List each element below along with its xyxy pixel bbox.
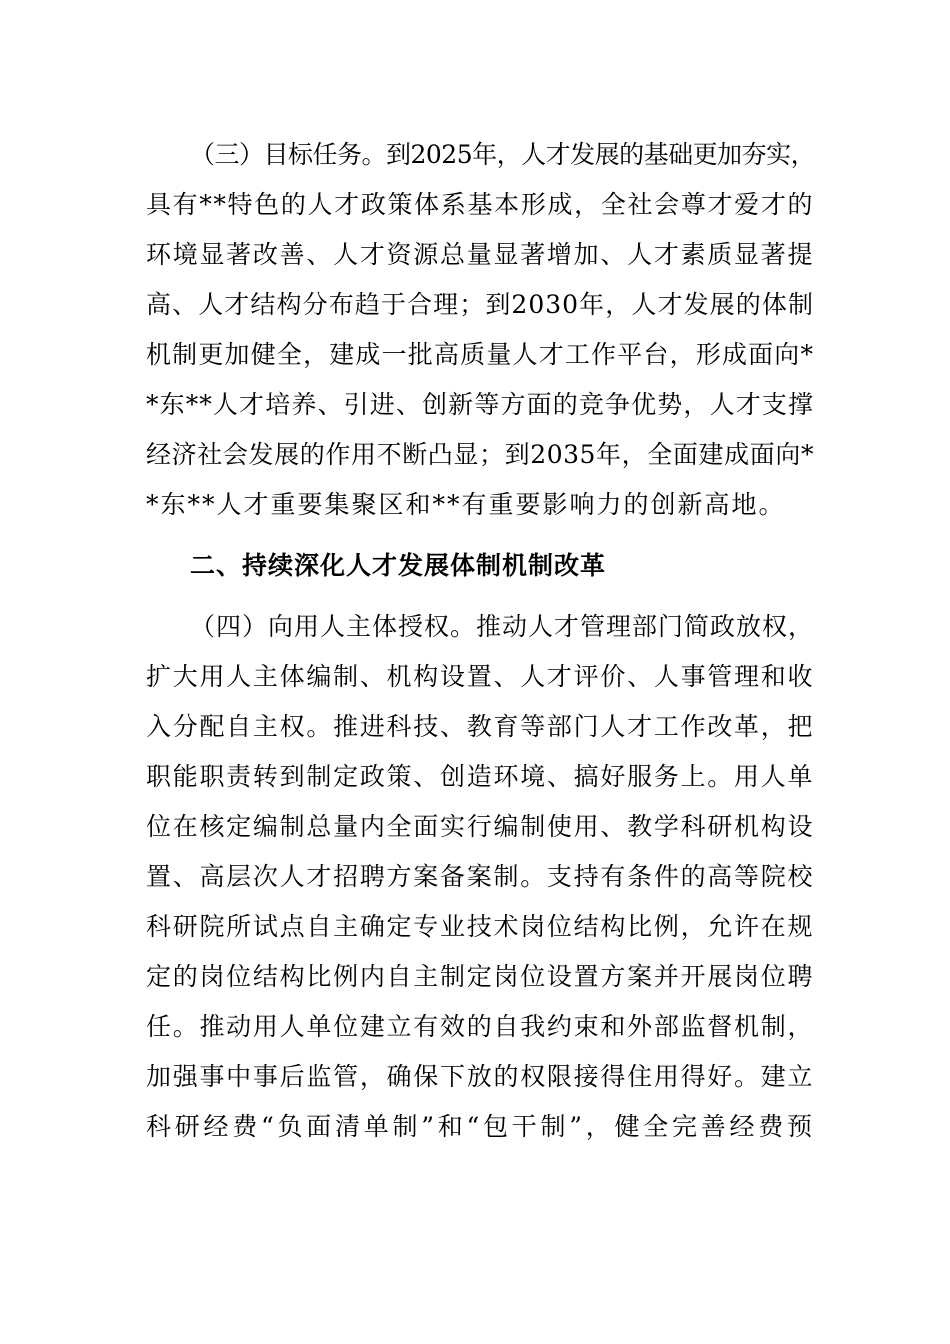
paragraph-line: 高、人才结构分布趋于合理；到2030年，人才发展的体制 [146,290,814,319]
paragraph-empower-employers [146,602,814,1152]
document-body [146,130,814,1152]
paragraph-line: 科研院所试点自主确定专业技术岗位结构比例，允许在规 [146,912,814,941]
paragraph-line: 机制更加健全，建成一批高质量人才工作平台，形成面向* [146,340,814,369]
paragraph-line: 置、高层次人才招聘方案备案制。支持有条件的高等院校 [146,862,814,891]
paragraph-line: （三）目标任务。到2025年，人才发展的基础更加夯实， [190,140,816,169]
paragraph-line: （四）向用人主体授权。推动人才管理部门简政放权， [190,612,815,641]
section-heading: 二、持续深化人才发展体制机制改革 [190,551,607,580]
paragraph-line: 加强事中事后监管，确保下放的权限接得住用得好。建立 [146,1062,814,1091]
paragraph-line: 经济社会发展的作用不断凸显；到2035年，全面建成面向* [146,440,814,469]
paragraph-objectives [146,130,814,530]
paragraph-line: 扩大用人主体编制、机构设置、人才评价、人事管理和收 [146,662,814,691]
paragraph-line: 任。推动用人单位建立有效的自我约束和外部监督机制， [146,1012,814,1041]
paragraph-line: *东**人才重要集聚区和**有重要影响力的创新高地。 [146,490,786,519]
paragraph-line: 位在核定编制总量内全面实行编制使用、教学科研机构设 [146,812,814,841]
paragraph-line: *东**人才培养、引进、创新等方面的竞争优势，人才支撑 [146,390,814,419]
paragraph-line: 科研经费“负面清单制”和“包干制”，健全完善经费预 [146,1112,814,1141]
paragraph-line: 具有**特色的人才政策体系基本形成，全社会尊才爱才的 [146,190,814,219]
paragraph-line: 职能职责转到制定政策、创造环境、搞好服务上。用人单 [146,762,814,791]
paragraph-line: 定的岗位结构比例内自主制定岗位设置方案并开展岗位聘 [146,962,814,991]
paragraph-line: 环境显著改善、人才资源总量显著增加、人才素质显著提 [146,240,814,269]
paragraph-line: 入分配自主权。推进科技、教育等部门人才工作改革，把 [146,712,814,741]
